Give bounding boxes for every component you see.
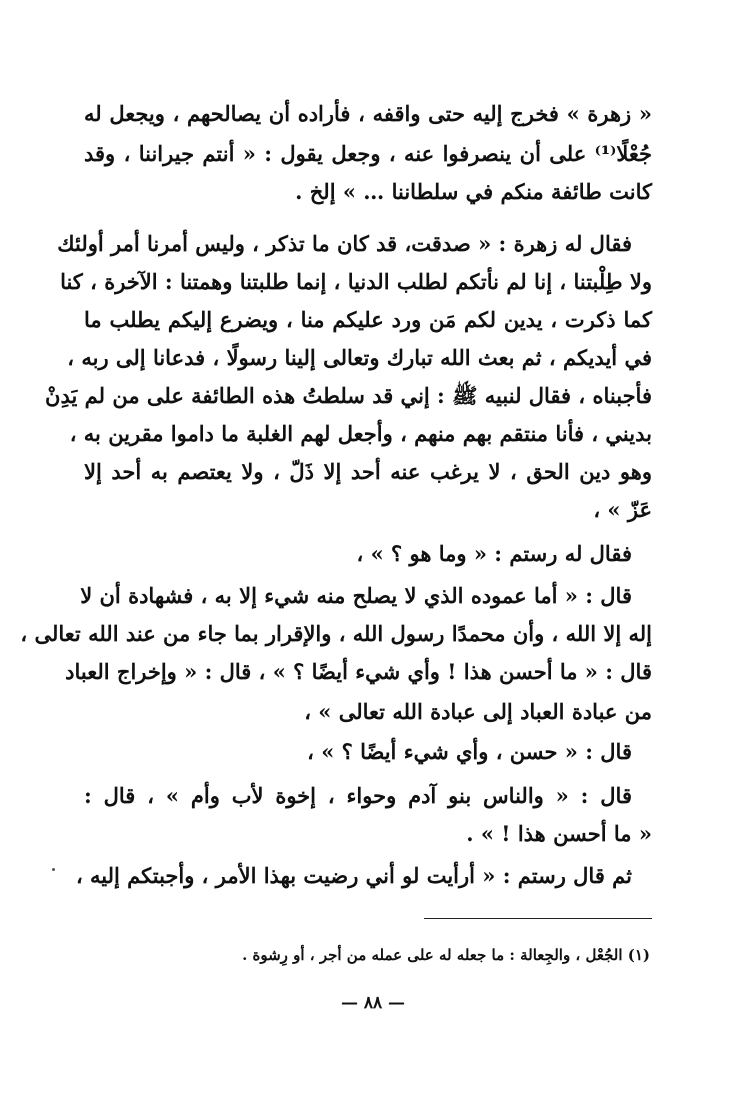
text-line-18: قال : « والناس بنو آدم وحواء ، إخوة لأب وأم » ، قال : [84, 783, 632, 808]
text-line-19: « ما أحسن هذا ! » . [466, 821, 652, 846]
text-line-1: « زهرة » فخرج إليه حتى واقفه ، فأراده أن يصالحهم ، ويجعل له [84, 101, 652, 126]
text-line-20: ثم قال رستم : « أرأيت لو أني رضيت بهذا الأمر ، وأجبتكم إليه ، [75, 863, 632, 888]
text-line-16: من عبادة العباد إلى عبادة الله تعالى » ، [304, 699, 652, 724]
text-line-5: ولا طِلْبتنا ، إنا لم نأتكم لطلب الدنيا ، إنما طلبتنا وهمتنا : الآخرة ، كنا [60, 269, 652, 294]
footnote-divider [424, 918, 652, 919]
text-line-8: فأجبناه ، فقال لنبيه ﷺ : إني قد سلطتُ هذه الطائفة على من لم يَدِنْ [45, 383, 652, 408]
text-line-11: عَزّ » ، [593, 497, 652, 522]
text-line-3: كانت طائفة منكم في سلطاننا … » إلخ . [295, 179, 652, 204]
footnote: (١) الجُعْل ، والجِعالة : ما جعله له على عمله من أجر ، أو رِشوة . [242, 946, 650, 964]
text-line-10: وهو دين الحق ، لا يرغب عنه أحد إلا ذَلّ ، ولا يعتصم به أحد إلا [84, 459, 652, 484]
text-line-7: في أيديكم ، ثم بعث الله تبارك وتعالى إلينا رسولًا ، فدعانا إلى ربه ، [67, 345, 652, 370]
stray-ink-mark [52, 868, 55, 871]
text-line-4: فقال له زهرة : « صدقت، قد كان ما تذكر ، وليس أمرنا أمر أولئك [57, 231, 632, 256]
text-line-12: فقال له رستم : « وما هو ؟ » ، [356, 541, 632, 566]
text-line-2: جُعْلًا⁽¹⁾ على أن ينصرفوا عنه ، وجعل يقول : « أنتم جيراننا ، وقد [84, 141, 652, 166]
text-line-17: قال : « حسن ، وأي شيء أيضًا ؟ » ، [307, 739, 632, 764]
text-line-14: إله إلا الله ، وأن محمدًا رسول الله ، والإقرار بما جاء من عند الله تعالى ، [20, 621, 652, 646]
text-line-15: قال : « ما أحسن هذا ! وأي شيء أيضًا ؟ » ، قال : « وإخراج العباد [65, 659, 652, 684]
text-line-6: كما ذكرت ، يدين لكم مَن ورد عليكم منا ، ويضرع إليكم يطلب ما [84, 307, 652, 332]
text-line-13: قال : « أما عموده الذي لا يصلح منه شيء إلا به ، فشهادة أن لا [80, 583, 632, 608]
page-number: — ٨٨ — [340, 993, 406, 1013]
text-line-9: بديني ، فأنا منتقم بهم منهم ، وأجعل لهم الغلبة ما داموا مقرين به ، [69, 421, 652, 446]
